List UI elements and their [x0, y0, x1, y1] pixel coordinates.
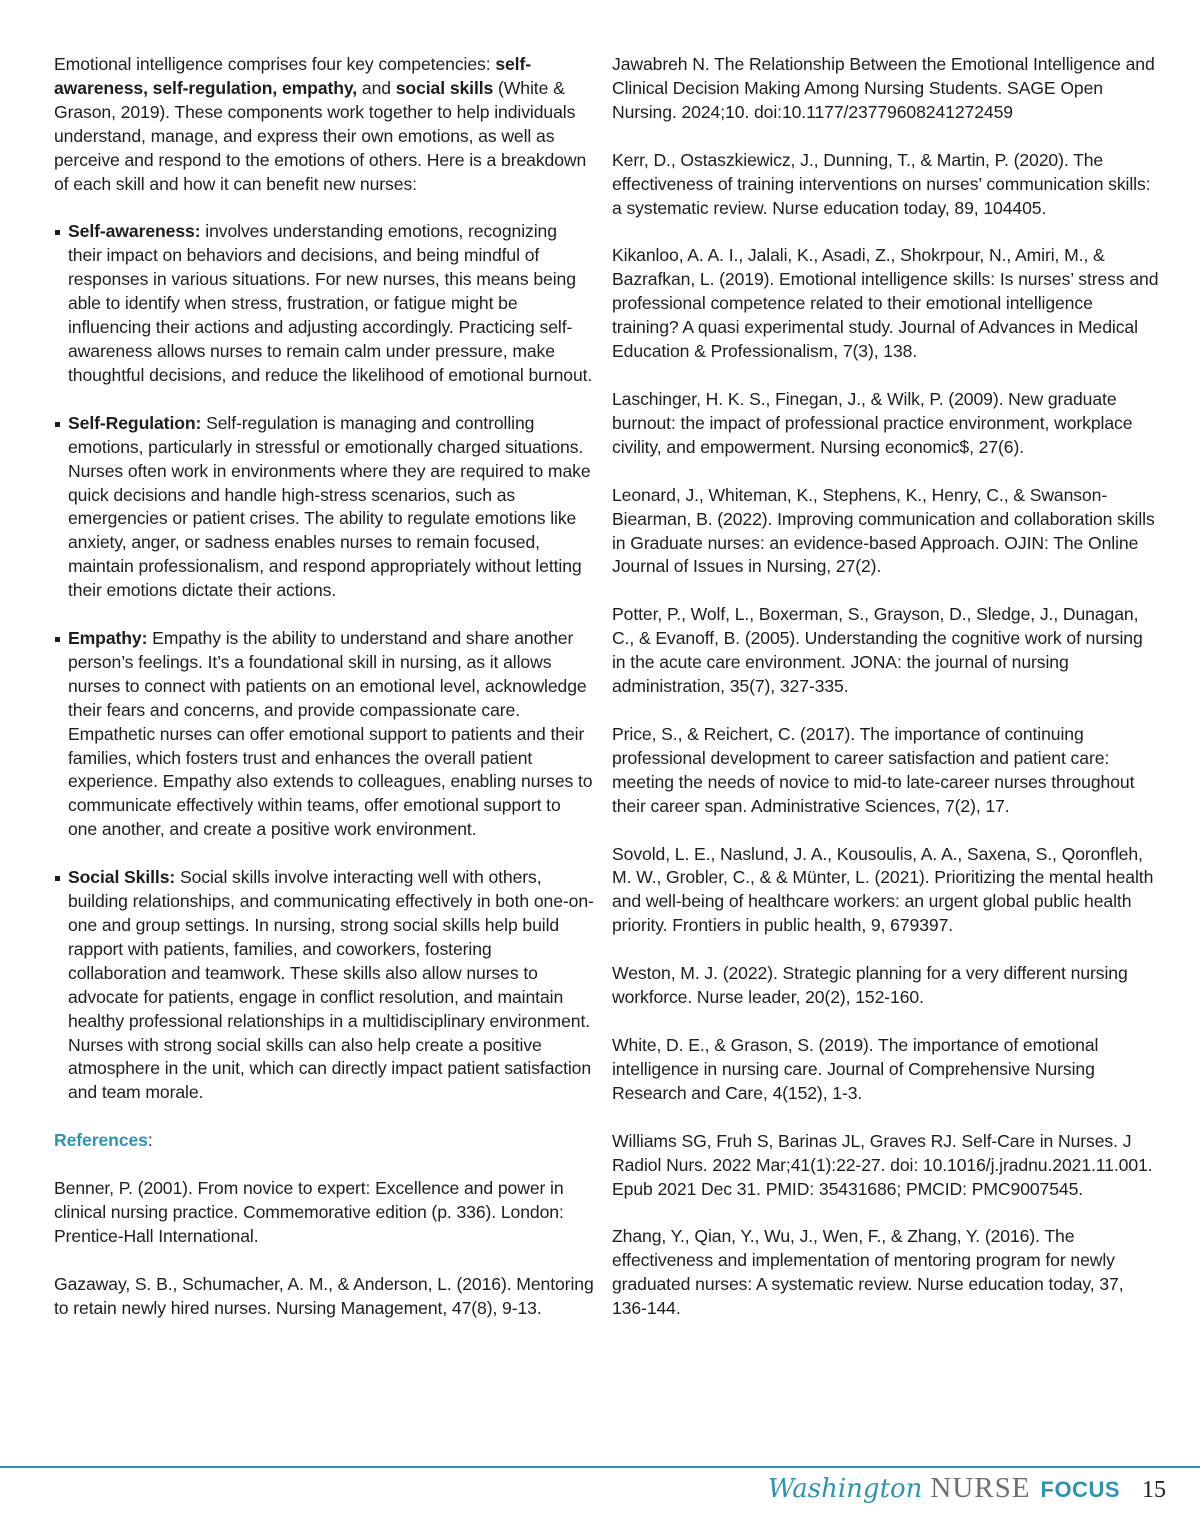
reference-entry: Gazaway, S. B., Schumacher, A. M., & Anderson, L. (2016). Mentoring to retain newly hired nurses. Nursing Management, 47(8), 9-13.: [54, 1273, 594, 1318]
reference-entry: Kerr, D., Ostaszkiewicz, J., Dunning, T., & Martin, P. (2020). The effectiveness of training interventions on nurses’ communication skills: a systematic review. Nurse education today, 89, 104405.: [612, 149, 1151, 218]
list-item-text: Self-regulation is managing and controlling emotions, particularly in stressful or emotionally charged situations. Nurses often work in environments where they are required to make quick decisions and handle high-stress scenarios, such as emergencies or patient crises. The ability to regulate emotions like anxiety, anger, or sadness enables nurses to remain focused, maintain professionalism, and respond appropriately without letting their emotions dictate their actions.: [68, 412, 591, 601]
left-column: [54, 53, 594, 1345]
list-item-text: Empathy is the ability to understand and share another person’s feelings. It’s a foundational skill in nursing, as it allows nurses to connect with patients on an emotional level, acknowledge their fears and concerns, and provide compassionate care. Empathetic nurses can offer emotional support to patients and their families, which fosters trust and enhances the overall patient experience. Empathy also extends to colleagues, enabling nurses to communicate effectively within teams, offer emotional support to one another, and create a positive work environment.: [68, 628, 593, 840]
list-item-text: involves understanding emotions, recognizing their impact on behaviors and decisions, and being mindful of responses in various situations. For new nurses, this means being able to identify when stress, frustration, or fatigue might be influencing their actions and adjusting accordingly. Practicing self-awareness allows nurses to remain calm under pressure, make thoughtful decisions, and reduce the likelihood of emotional burnout.: [68, 221, 593, 385]
intro-text: and: [361, 77, 391, 98]
reference-entry: Sovold, L. E., Naslund, J. A., Kousoulis, A. A., Saxena, S., Qoronfleh, M. W., Grobler, C., & & Münter, L. (2021). Prioritizing the mental health and well-being of healthcare workers: an urgent global public health priority. Frontiers in public health, 9, 679397.: [612, 843, 1154, 936]
reference-entry: Leonard, J., Whiteman, K., Stephens, K., Henry, C., & Swanson-Biearman, B. (2022). Improving communication and collaboration skills in Graduate nurses: an evidence-based Approach. OJIN: The Online Journal of Issues in Nursing, 27(2).: [612, 484, 1155, 577]
reference-entry: Price, S., & Reichert, C. (2017). The importance of continuing professional development to career satisfaction and patient care: meeting the needs of novice to mid-to late-career nurses throughout their career span. Administrative Sciences, 7(2), 17.: [612, 723, 1135, 816]
list-item-term: Social Skills:: [68, 867, 176, 888]
reference-entry: Potter, P., Wolf, L., Boxerman, S., Grayson, D., Sledge, J., Dunagan, C., & Evanoff, B. (2005). Understanding the cognitive work of nursing in the acute care environment. JONA: the journal of nursing administration, 35(7), 327-335.: [612, 604, 1143, 697]
intro-text: (White & Grason, 2019). These components work together to help individuals understand, manage, and express their own emotions, as well as perceive and respond to the emotions of others. Here is a breakdown of each skill and how it can benefit new nurses:: [54, 77, 587, 194]
reference-entry: Weston, M. J. (2022). Strategic planning for a very different nursing workforce. Nurse leader, 20(2), 152-160.: [612, 963, 1128, 1008]
page-number: 15: [1142, 1477, 1166, 1503]
reference-entry: Benner, P. (2001). From novice to expert: Excellence and power in clinical nursing practice. Commemorative edition (p. 336). London: Prentice-Hall International.: [54, 1178, 564, 1246]
intro-bold-competencies: self-awareness, self-regulation, empathy,: [54, 54, 531, 98]
references-heading: [54, 1129, 594, 1153]
list-item-self-regulation: [54, 412, 594, 603]
masthead-washington: Washington: [767, 1474, 923, 1504]
list-item-term: Self-awareness:: [68, 221, 201, 242]
intro-text: Emotional intelligence comprises four key competencies:: [54, 54, 491, 74]
page-footer: [768, 1472, 1166, 1512]
list-item-text: Social skills involve interacting well with others, building relationships, and communicating effectively in both one-on-one and group settings. In nursing, strong social skills help build rapport with patients, families, and coworkers, fostering collaboration and teamwork. These skills also allow nurses to advocate for patients, engage in conflict resolution, and maintain healthy professional relationships in a multidisciplinary environment. Nurses with strong social skills can also help create a positive atmosphere in the unit, which can directly impact patient satisfaction and team morale.: [68, 867, 594, 1103]
right-column: [612, 53, 1160, 1345]
reference-entry: Kikanloo, A. A. I., Jalali, K., Asadi, Z., Shokrpour, N., Amiri, M., & Bazrafkan, L. (2019). Emotional intelligence skills: Is nurses’ stress and professional competence related to their emotional intelligence training? A quasi experimental study. Journal of Advances in Medical Education & Professionalism, 7(3), 138.: [612, 245, 1159, 362]
list-item-term: Empathy:: [68, 628, 148, 649]
list-item-social-skills: [54, 866, 594, 1105]
list-item-empathy: [54, 627, 594, 842]
masthead-nurse: NURSE: [930, 1472, 1031, 1504]
list-item-self-awareness: [54, 220, 594, 387]
reference-entry: White, D. E., & Grason, S. (2019). The importance of emotional intelligence in nursing care. Journal of Comprehensive Nursing Research and Care, 4(152), 1-3.: [612, 1035, 1099, 1103]
intro-paragraph: [54, 53, 594, 196]
list-item-term: Self-Regulation:: [68, 412, 202, 433]
reference-entry: Zhang, Y., Qian, Y., Wu, J., Wen, F., & Zhang, Y. (2016). The effectiveness and implementation of mentoring program for newly graduated nurses: A systematic review. Nurse education today, 37, 136-144.: [612, 1226, 1124, 1319]
reference-entry: Laschinger, H. K. S., Finegan, J., & Wilk, P. (2009). New graduate burnout: the impact of professional practice environment, workplace civility, and empowerment. Nursing economic$, 27(6).: [612, 388, 1133, 457]
masthead-focus: FOCUS: [1040, 1477, 1120, 1502]
references-heading-text: References: [54, 1130, 148, 1151]
intro-bold-social-skills: social skills: [395, 77, 494, 98]
references-heading-colon: :: [147, 1130, 153, 1151]
footer-divider: [0, 1466, 1200, 1468]
reference-entry: Williams SG, Fruh S, Barinas JL, Graves RJ. Self-Care in Nurses. J Radiol Nurs. 2022 Mar;41(1):22-27. doi: 10.1016/j.jradnu.2021.11.001. Epub 2021 Dec 31. PMID: 35431686; PMCID: PMC9007545.: [612, 1130, 1153, 1199]
reference-entry: Jawabreh N. The Relationship Between the Emotional Intelligence and Clinical Decision Making Among Nursing Students. SAGE Open Nursing. 2024;10. doi:10.1177/23779608241272459: [612, 54, 1155, 122]
competency-list: [54, 220, 594, 1105]
